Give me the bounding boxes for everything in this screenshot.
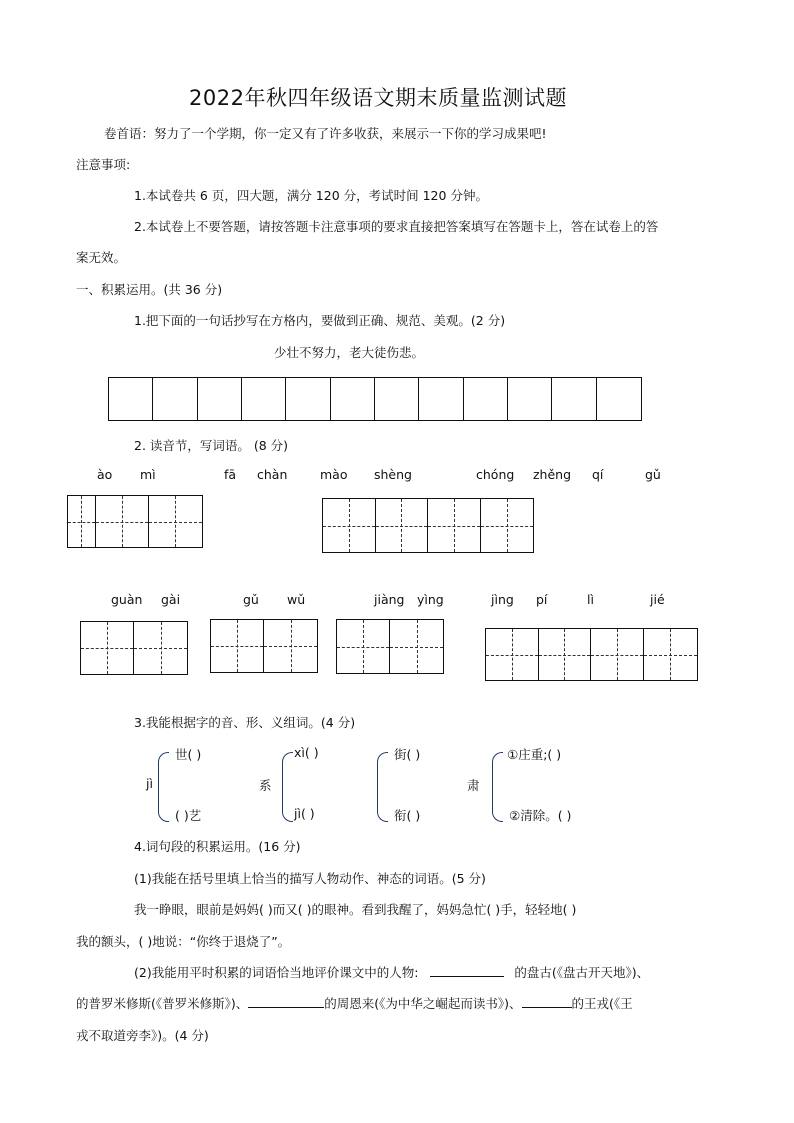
copy-grid-cell[interactable] (153, 378, 197, 420)
pinyin: wǔ (287, 592, 306, 607)
tianzi-cell[interactable] (264, 620, 317, 672)
notice-item-1: 1.本试卷共 6 页，四大题，满分 120 分，考试时间 120 分钟。 (134, 188, 488, 203)
copy-grid-cell[interactable] (331, 378, 375, 420)
answer-blank[interactable] (430, 964, 504, 977)
tianzi-cell[interactable] (539, 629, 592, 680)
brace-icon (492, 752, 503, 822)
tianzi-cell[interactable] (323, 499, 376, 552)
notice-heading: 注意事项: (76, 157, 131, 172)
tianzi-cell[interactable] (591, 629, 644, 680)
question-4-1-line: 我的额头，( )地说：“你终于退烧了”。 (76, 934, 291, 949)
pinyin: jiàng (374, 592, 405, 607)
tianzi-grid[interactable] (336, 619, 444, 674)
copy-grid-cell[interactable] (109, 378, 153, 420)
tianzi-cell[interactable] (481, 499, 534, 552)
pinyin: yìng (417, 592, 444, 607)
word-group-char: 肃 (467, 778, 480, 793)
pinyin: mào (320, 467, 348, 482)
question-4-2-text: 的普罗米修斯(《普罗米修斯》)、 (76, 996, 249, 1011)
tianzi-cell[interactable] (376, 499, 429, 552)
brace-icon (158, 752, 169, 822)
answer-blank[interactable] (248, 995, 324, 1008)
word-group-top[interactable]: 街( ) (394, 747, 421, 762)
pinyin: mì (140, 467, 156, 482)
tianzi-cell[interactable] (96, 496, 149, 547)
question-4-2-line (76, 994, 633, 1012)
tianzi-cell[interactable] (644, 629, 697, 680)
section-1-heading: 一、积累运用。(共 36 分) (76, 282, 223, 297)
question-4-2-line (134, 963, 649, 981)
copy-grid-cell[interactable] (242, 378, 286, 420)
word-group-top[interactable]: xì( ) (294, 745, 319, 760)
copy-grid-cell[interactable] (508, 378, 552, 420)
tianzi-cell[interactable] (134, 622, 187, 674)
tianzi-cell[interactable] (211, 620, 264, 672)
question-3: 3.我能根据字的音、形、义组词。(4 分) (134, 715, 356, 730)
brace-icon (282, 752, 293, 822)
tianzi-cell[interactable] (390, 620, 443, 673)
pinyin: lì (587, 592, 594, 607)
pinyin: chóng (476, 467, 515, 482)
word-group-char: jì (146, 776, 153, 791)
intro-text: 卷首语：努力了一个学期，你一定又有了许多收获，来展示一下你的学习成果吧! (104, 126, 547, 141)
pinyin: pí (536, 592, 548, 607)
pinyin: chàn (257, 467, 288, 482)
question-4: 4.词句段的积累运用。(16 分) (134, 839, 301, 854)
question-4-2-text: (2)我能用平时积累的词语恰当地评价课文中的人物: (134, 965, 419, 980)
pinyin: gài (161, 592, 181, 607)
question-1: 1.把下面的一句话抄写在方格内，要做到正确、规范、美观。(2 分) (134, 313, 506, 328)
tianzi-grid[interactable] (67, 495, 203, 548)
tianzi-cell[interactable] (81, 622, 134, 674)
copy-grid-cell[interactable] (286, 378, 330, 420)
page-title: 2022年秋四年级语文期末质量监测试题 (189, 86, 567, 110)
tianzi-grid[interactable] (210, 619, 318, 673)
word-group-bottom[interactable]: 衔( ) (394, 808, 421, 823)
word-group-char: 系 (259, 778, 272, 793)
copy-grid-cell[interactable] (464, 378, 508, 420)
copy-grid-cell[interactable] (375, 378, 419, 420)
word-group-top[interactable]: ①庄重;( ) (507, 747, 562, 762)
question-4-1: (1)我能在括号里填上恰当的描写人物动作、神态的词语。(5 分) (134, 871, 486, 886)
question-4-2-line: 戎不取道旁李》)。(4 分) (76, 1028, 209, 1043)
tianzi-cell[interactable] (149, 496, 202, 547)
tianzi-cell[interactable] (428, 499, 481, 552)
pinyin: shèng (374, 467, 412, 482)
copy-grid[interactable] (108, 377, 642, 421)
notice-item-2-cont: 案无效。 (76, 250, 127, 265)
question-1-sentence: 少壮不努力，老大徒伤悲。 (274, 345, 425, 360)
notice-item-2: 2.本试卷上不要答题，请按答题卡注意事项的要求直接把答案填写在答题卡上，答在试卷上的答 (134, 219, 659, 234)
pinyin: gǔ (243, 592, 259, 607)
pinyin: zhěng (533, 467, 572, 482)
pinyin: ào (97, 467, 113, 482)
tianzi-grid[interactable] (322, 498, 534, 553)
pinyin: gǔ (645, 467, 661, 482)
pinyin: guàn (111, 592, 143, 607)
word-group-top[interactable]: 世( ) (175, 747, 202, 762)
question-4-2-text: 的周恩来(《为中华之崛起而读书》)、 (324, 996, 522, 1011)
tianzi-cell[interactable] (486, 629, 539, 680)
pinyin: jié (650, 592, 665, 607)
word-group-bottom[interactable]: ( )艺 (175, 808, 202, 823)
answer-blank[interactable] (522, 995, 572, 1008)
word-group-bottom[interactable]: jì( ) (294, 806, 315, 821)
pinyin: jìng (491, 592, 514, 607)
word-group-bottom[interactable]: ②清除。( ) (509, 808, 572, 823)
tianzi-grid[interactable] (485, 628, 698, 681)
question-2: 2. 读音节，写词语。 (8 分) (134, 438, 289, 453)
question-4-2-text: 的盘古(《盘古开天地》)、 (514, 965, 650, 980)
copy-grid-cell[interactable] (198, 378, 242, 420)
question-4-1-line: 我一睁眼，眼前是妈妈( )而又( )的眼神。看到我醒了，妈妈急忙( )手，轻轻地( ) (134, 902, 577, 917)
copy-grid-cell[interactable] (552, 378, 596, 420)
pinyin: fā (224, 467, 237, 482)
pinyin: qí (592, 467, 604, 482)
copy-grid-cell[interactable] (597, 378, 641, 420)
tianzi-cell[interactable] (68, 496, 96, 547)
copy-grid-cell[interactable] (419, 378, 463, 420)
tianzi-grid[interactable] (80, 621, 188, 675)
question-4-2-text: 的王戎(《王 (571, 996, 633, 1011)
tianzi-cell[interactable] (337, 620, 390, 673)
brace-icon (377, 752, 388, 822)
